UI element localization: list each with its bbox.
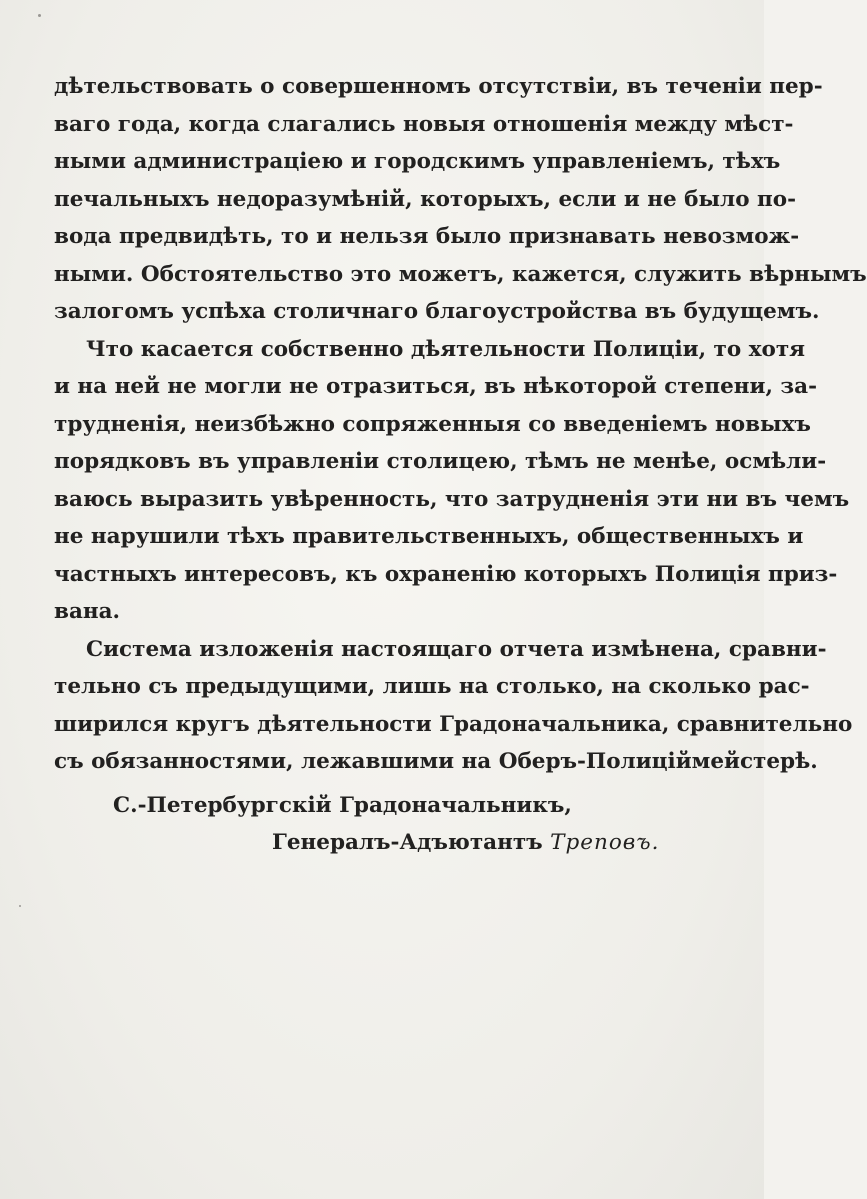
text-line: залогомъ успѣха столичнаго благоустройства въ будущемъ. bbox=[54, 299, 820, 324]
text-line: частныхъ интересовъ, къ охраненію которыхъ Полиція приз- bbox=[54, 561, 838, 587]
text-line: и на ней не могли не отразиться, въ нѣкоторой степени, за- bbox=[54, 374, 818, 399]
paragraph-1 bbox=[54, 68, 867, 331]
text-line: ширился кругъ дѣятельности Градоначальника, сравнительно bbox=[54, 711, 853, 737]
body-text bbox=[54, 68, 867, 781]
text-line: ваго года, когда слагались новыя отношенія между мѣст- bbox=[54, 111, 794, 137]
text-line: не нарушили тѣхъ правительственныхъ, общественныхъ и bbox=[54, 524, 804, 549]
signature-rank: Генералъ-Адъютантъ bbox=[272, 830, 543, 855]
text-line: порядковъ въ управленіи столицею, тѣмъ не менѣе, осмѣли- bbox=[54, 449, 827, 474]
text-line: ными администраціею и городскимъ управленіемъ, тѣхъ bbox=[54, 149, 781, 174]
text-line: Что касается собственно дѣятельности Полиціи, то хотя bbox=[86, 336, 806, 362]
paper-speck bbox=[38, 14, 41, 17]
signature-rank-line bbox=[272, 830, 659, 855]
text-line: ными. Обстоятельство это можетъ, кажется, служить вѣрнымъ bbox=[54, 261, 867, 287]
text-line: тельно съ предыдущими, лишь на столько, на сколько рас- bbox=[54, 674, 810, 699]
text-line: трудненія, неизбѣжно сопряженныя со введеніемъ новыхъ bbox=[54, 411, 811, 437]
text-line: съ обязанностями, лежавшими на Оберъ-Полиціймейстерѣ. bbox=[54, 749, 818, 774]
text-line: вода предвидѣть, то и нельзя было признавать невозмож- bbox=[54, 224, 800, 249]
paragraph-2 bbox=[54, 331, 850, 631]
text-line: Система изложенія настоящаго отчета измѣнена, сравни- bbox=[86, 636, 827, 662]
paragraph-3 bbox=[54, 631, 853, 781]
text-line: ваюсь выразить увѣренность, что затрудненія эти ни въ чемъ bbox=[54, 486, 850, 512]
text-line: вана. bbox=[54, 599, 121, 624]
signature-name: Треповъ. bbox=[550, 830, 660, 855]
signature-title: С.-Петербургскій Градоначальникъ, bbox=[113, 793, 572, 818]
paper-speck bbox=[19, 905, 21, 907]
text-line: печальныхъ недоразумѣній, которыхъ, если и не было по- bbox=[54, 186, 797, 212]
text-line: дѣтельствовать о совершенномъ отсутствіи, въ теченіи пер- bbox=[54, 74, 823, 99]
